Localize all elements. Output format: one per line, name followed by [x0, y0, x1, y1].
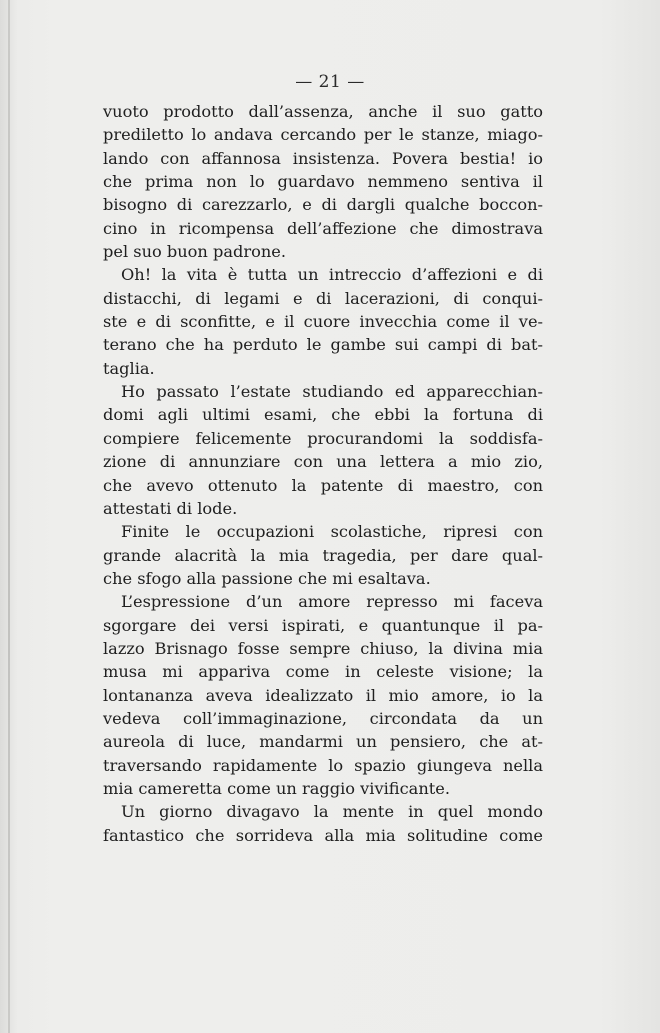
text-line: L’espressione d’un amore represso mi faceva	[121, 592, 543, 612]
text-line: terano che ha perduto le gambe sui campi di bat-	[103, 335, 543, 355]
text-line: grande alacrità la mia tragedia, per dare qual-	[103, 545, 543, 565]
text-line: che avevo ottenuto la patente di maestro, con	[103, 475, 543, 495]
text-line: musa mi appariva come in celeste visione; la	[103, 662, 543, 682]
text-line: cino in ricompensa dell’affezione che dimostrava	[103, 218, 543, 238]
text-line: mia cameretta come un raggio vivificante.	[103, 778, 450, 798]
text-line: distacchi, di legami e di lacerazioni, di conqui-	[103, 288, 543, 308]
text-line: traversando rapidamente lo spazio giungeva nella	[103, 755, 543, 775]
text-line: zione di annunziare con una lettera a mio zio,	[103, 452, 543, 472]
text-line: Ho passato l’estate studiando ed apparecchian-	[121, 382, 543, 402]
page-fold-shadow	[8, 0, 10, 1033]
text-line: vedeva coll’immaginazione, circondata da un	[103, 708, 543, 728]
page-number: — 21 —	[295, 72, 365, 92]
body-text	[103, 100, 543, 847]
text-line: che prima non lo guardavo nemmeno sentiva il	[103, 172, 543, 192]
text-line: Finite le occupazioni scolastiche, ripresi con	[121, 522, 543, 542]
text-line: domi agli ultimi esami, che ebbi la fortuna di	[103, 405, 543, 425]
text-line: pel suo buon padrone.	[103, 242, 287, 262]
text-line: prediletto lo andava cercando per le stanze, miago-	[103, 125, 543, 145]
text-line: lazzo Brisnago fosse sempre chiuso, la divina mia	[103, 638, 543, 658]
text-line: lando con affannosa insistenza. Povera bestia! io	[103, 148, 543, 168]
text-line: sgorgare dei versi ispirati, e quantunque il pa-	[103, 615, 543, 635]
text-line: che sfogo alla passione che mi esaltava.	[103, 568, 431, 588]
text-line: taglia.	[103, 358, 155, 378]
text-line: bisogno di carezzarlo, e di dargli qualche boccon-	[103, 195, 543, 215]
text-line: aureola di luce, mandarmi un pensiero, che at-	[103, 732, 543, 752]
text-line: Un giorno divagavo la mente in quel mondo	[121, 802, 543, 822]
text-line: ste e di sconfitte, e il cuore invecchia come il ve-	[103, 312, 543, 332]
text-line: fantastico che sorrideva alla mia solitudine come	[103, 825, 543, 845]
text-line: attestati di lode.	[103, 498, 238, 518]
text-line: compiere felicemente procurandomi la soddisfa-	[103, 428, 543, 448]
text-line: lontananza aveva idealizzato il mio amore, io la	[103, 685, 543, 705]
text-line: Oh! la vita è tutta un intreccio d’affezioni e di	[121, 265, 543, 285]
text-line: vuoto prodotto dall’assenza, anche il suo gatto	[103, 102, 543, 121]
